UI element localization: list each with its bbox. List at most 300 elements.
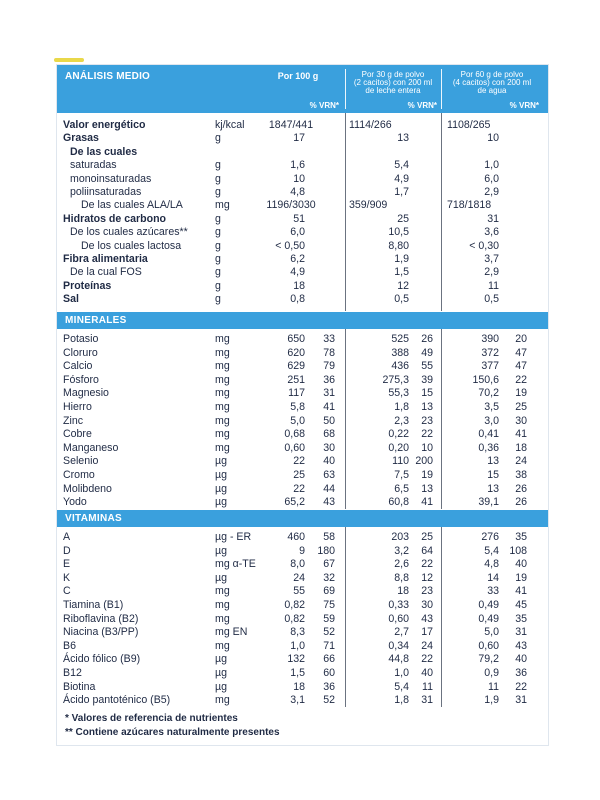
column-per-60g: Por 60 g de polvo (4 cacitos) con 200 ml de agua bbox=[452, 70, 532, 95]
value-per-100g: 0,8 bbox=[290, 293, 305, 306]
vrn-per-100g: 36 bbox=[323, 373, 335, 386]
vrn-per-30g: 17 bbox=[421, 626, 433, 639]
nutrient-unit: µg bbox=[215, 469, 227, 481]
nutrient-name: K bbox=[63, 571, 71, 584]
vrn-per-100g: 43 bbox=[323, 496, 335, 509]
vrn-per-30g: 30 bbox=[421, 599, 433, 611]
nutrient-name: Riboflavina (B2) bbox=[63, 612, 139, 625]
nutrient-unit: mg bbox=[215, 585, 230, 598]
value-per-100g: 3,1 bbox=[290, 694, 305, 707]
table-row bbox=[57, 401, 548, 415]
value-per-30g: 359/909 bbox=[349, 199, 388, 212]
value-per-60g: 5,4 bbox=[484, 544, 499, 557]
column-divider bbox=[345, 329, 346, 509]
table-row bbox=[57, 599, 548, 613]
vrn-per-100g: 52 bbox=[323, 626, 335, 639]
vrn-per-30g: 22 bbox=[421, 653, 433, 666]
value-per-100g: 460 bbox=[287, 531, 305, 543]
nutrient-unit: mg bbox=[215, 360, 230, 373]
vrn-per-100g: 44 bbox=[323, 482, 335, 495]
value-per-100g: 17 bbox=[293, 132, 305, 145]
value-per-60g: 377 bbox=[481, 360, 499, 373]
vrn-label-3: % VRN* bbox=[509, 101, 539, 110]
value-per-60g: 390 bbox=[481, 333, 499, 345]
table-row bbox=[57, 694, 548, 708]
nutrient-unit: mg bbox=[215, 599, 230, 611]
value-per-100g: 4,8 bbox=[290, 186, 305, 198]
vrn-per-30g: 55 bbox=[421, 360, 433, 373]
value-per-60g: 3,6 bbox=[484, 226, 499, 239]
value-per-30g: 18 bbox=[397, 585, 409, 598]
table-row bbox=[57, 333, 548, 347]
column-divider bbox=[345, 527, 346, 707]
value-per-60g: 14 bbox=[487, 571, 499, 584]
table-row bbox=[57, 132, 548, 146]
table-row bbox=[57, 293, 548, 307]
value-per-60g: 150,6 bbox=[472, 373, 499, 386]
nutrient-name: A bbox=[63, 531, 71, 543]
value-per-60g: 70,2 bbox=[478, 387, 499, 400]
vrn-per-60g: 31 bbox=[515, 694, 527, 707]
nutrient-unit: mg bbox=[215, 333, 230, 345]
value-per-60g: 5,0 bbox=[484, 626, 499, 639]
value-per-100g: 6,0 bbox=[290, 226, 305, 239]
value-per-100g: < 0,50 bbox=[275, 239, 305, 252]
table-row bbox=[57, 173, 548, 187]
value-per-60g: 13 bbox=[487, 455, 499, 468]
value-per-60g: 3,7 bbox=[484, 253, 499, 265]
value-per-30g: 5,4 bbox=[394, 680, 409, 693]
vrn-per-60g: 40 bbox=[515, 653, 527, 666]
value-per-100g: 0,82 bbox=[284, 612, 305, 625]
footnote-vrn: * Valores de referencia de nutrientes bbox=[65, 713, 238, 724]
nutrient-unit: mg bbox=[215, 441, 230, 454]
table-row bbox=[57, 226, 548, 240]
value-per-60g: 0,36 bbox=[478, 441, 499, 454]
vrn-per-60g: 43 bbox=[515, 639, 527, 652]
nutrient-name: Hidratos de carbono bbox=[63, 212, 167, 225]
vrn-per-60g: 47 bbox=[515, 346, 527, 359]
vrn-per-30g: 10 bbox=[421, 441, 433, 454]
nutrient-unit: mg EN bbox=[215, 626, 248, 639]
table-row bbox=[57, 146, 548, 160]
nutrient-name: Ácido fólico (B9) bbox=[63, 653, 141, 666]
vrn-per-30g: 22 bbox=[421, 428, 433, 441]
vrn-per-100g: 60 bbox=[323, 667, 335, 679]
vrn-per-60g: 25 bbox=[515, 401, 527, 413]
value-per-60g: 2,9 bbox=[484, 186, 499, 198]
value-per-60g: 0,49 bbox=[478, 612, 499, 625]
nutrient-name: Ácido pantoténico (B5) bbox=[63, 694, 171, 707]
nutrient-unit: µg bbox=[215, 667, 227, 679]
nutrient-unit: µg bbox=[215, 653, 227, 666]
nutrient-unit: kj/kcal bbox=[215, 119, 245, 131]
vrn-per-100g: 71 bbox=[323, 639, 335, 652]
nutrient-name: Molibdeno bbox=[63, 482, 112, 495]
table-row bbox=[57, 613, 548, 627]
nutrient-unit: mg bbox=[215, 387, 230, 400]
vrn-per-100g: 180 bbox=[317, 544, 335, 557]
value-per-100g: 629 bbox=[287, 360, 305, 373]
vrn-per-60g: 36 bbox=[515, 667, 527, 679]
value-per-30g: 44,8 bbox=[388, 653, 409, 666]
vrn-per-100g: 33 bbox=[323, 333, 335, 345]
vrn-per-60g: 24 bbox=[515, 455, 527, 468]
value-per-60g: 718/1818 bbox=[447, 199, 492, 212]
value-per-30g: 1,8 bbox=[394, 694, 409, 707]
value-per-100g: 117 bbox=[288, 387, 305, 400]
value-per-60g: 11 bbox=[488, 680, 499, 693]
section-title: MINERALES bbox=[65, 315, 127, 326]
nutrient-name: E bbox=[63, 558, 71, 571]
value-per-100g: 1,5 bbox=[290, 667, 305, 679]
column-divider bbox=[441, 527, 442, 707]
value-per-30g: 0,60 bbox=[388, 612, 409, 625]
table-row bbox=[57, 347, 548, 361]
vrn-per-30g: 19 bbox=[421, 469, 433, 481]
vrn-per-60g: 19 bbox=[515, 571, 527, 584]
value-per-30g: 1114/266 bbox=[349, 119, 392, 131]
vrn-per-100g: 68 bbox=[323, 428, 335, 441]
value-per-100g: 5,8 bbox=[290, 401, 305, 413]
value-per-30g: 1,8 bbox=[394, 401, 409, 413]
nutrient-name: Selenio bbox=[63, 455, 99, 468]
nutrient-name: De las cuales bbox=[70, 145, 138, 158]
nutrient-unit: g bbox=[215, 253, 221, 265]
column-per-100g: Por 100 g bbox=[277, 71, 319, 81]
value-per-30g: 0,34 bbox=[388, 639, 409, 652]
value-per-100g: 65,2 bbox=[284, 496, 305, 509]
value-per-100g: 8,0 bbox=[290, 558, 305, 571]
nutrient-name: Fósforo bbox=[63, 373, 99, 386]
section-title: VITAMINAS bbox=[65, 513, 122, 524]
value-per-30g: 7,5 bbox=[394, 469, 409, 481]
nutrient-unit: µg - ER bbox=[215, 531, 252, 543]
vrn-per-30g: 25 bbox=[421, 531, 433, 543]
vrn-per-60g: 38 bbox=[515, 469, 527, 481]
nutrient-unit: µg bbox=[215, 482, 227, 495]
vrn-per-30g: 200 bbox=[415, 455, 433, 468]
value-per-100g: 10 bbox=[293, 172, 305, 185]
column-divider bbox=[345, 113, 346, 311]
value-per-30g: 0,20 bbox=[388, 441, 409, 454]
table-row bbox=[57, 199, 548, 213]
nutrient-name: Potasio bbox=[63, 333, 99, 345]
vrn-per-100g: 52 bbox=[323, 694, 335, 707]
table-row bbox=[57, 455, 548, 469]
nutrient-unit: mg bbox=[215, 694, 230, 707]
nutrient-name: Yodo bbox=[63, 496, 87, 509]
vrn-per-30g: 39 bbox=[421, 373, 433, 386]
section-header-minerales bbox=[57, 312, 548, 329]
table-row bbox=[57, 681, 548, 695]
nutrient-unit: mg bbox=[215, 639, 230, 652]
value-per-60g: 3,5 bbox=[484, 401, 499, 413]
decorative-stripe bbox=[54, 58, 84, 62]
value-per-30g: 110 bbox=[392, 455, 409, 468]
nutrient-name: Cromo bbox=[63, 469, 95, 481]
nutrient-name: saturadas bbox=[70, 159, 117, 172]
nutrient-unit: mg bbox=[215, 401, 230, 413]
vrn-per-30g: 13 bbox=[421, 482, 433, 495]
value-per-60g: 0,9 bbox=[484, 667, 499, 679]
column-per-30g: Por 30 g de polvo (2 cacitos) con 200 ml de leche entera bbox=[353, 70, 433, 95]
table-row bbox=[57, 667, 548, 681]
nutrient-name: C bbox=[63, 585, 71, 598]
value-per-60g: 4,8 bbox=[484, 558, 499, 571]
value-per-30g: 2,7 bbox=[394, 626, 409, 639]
value-per-60g: 13 bbox=[487, 482, 499, 495]
vrn-per-60g: 30 bbox=[515, 414, 527, 427]
value-per-100g: 0,60 bbox=[284, 441, 305, 454]
table-row bbox=[57, 213, 548, 227]
nutrient-unit: mg bbox=[215, 346, 230, 359]
nutrient-name: B6 bbox=[63, 639, 76, 652]
value-per-100g: 22 bbox=[293, 482, 305, 495]
vrn-per-30g: 49 bbox=[421, 346, 433, 359]
nutrient-name: Magnesio bbox=[63, 387, 109, 400]
nutrient-unit: mg bbox=[215, 428, 230, 441]
value-per-30g: 1,7 bbox=[394, 186, 409, 198]
value-per-30g: 13 bbox=[397, 132, 409, 145]
vrn-per-100g: 69 bbox=[323, 585, 335, 598]
value-per-60g: 0,49 bbox=[478, 599, 499, 611]
vrn-per-30g: 26 bbox=[421, 333, 433, 345]
vrn-per-100g: 30 bbox=[323, 441, 335, 454]
value-per-30g: 10,5 bbox=[388, 226, 409, 239]
footnote-sugars: ** Contiene azúcares naturalmente presentes bbox=[65, 727, 280, 738]
value-per-60g: 15 bbox=[487, 469, 499, 481]
table-row bbox=[57, 253, 548, 267]
table-row bbox=[57, 558, 548, 572]
value-per-30g: 203 bbox=[391, 531, 409, 543]
value-per-30g: 388 bbox=[391, 346, 409, 359]
vrn-per-100g: 41 bbox=[323, 401, 335, 413]
value-per-30g: 55,3 bbox=[388, 387, 409, 400]
nutrient-name: monoinsaturadas bbox=[70, 172, 152, 185]
vrn-per-100g: 50 bbox=[323, 414, 335, 427]
value-per-100g: 18 bbox=[293, 680, 305, 693]
vrn-per-60g: 45 bbox=[515, 599, 527, 611]
vrn-per-100g: 58 bbox=[323, 531, 335, 543]
vrn-per-60g: 41 bbox=[515, 428, 527, 441]
nutrient-name: poliinsaturadas bbox=[70, 186, 142, 198]
nutrient-unit: g bbox=[215, 226, 221, 239]
value-per-100g: 1847/441 bbox=[268, 119, 314, 131]
vrn-per-60g: 19 bbox=[515, 387, 527, 400]
table-row bbox=[57, 469, 548, 483]
vrn-per-30g: 15 bbox=[421, 387, 433, 400]
nutrient-unit: g bbox=[215, 212, 221, 225]
nutrient-name: Sal bbox=[63, 293, 79, 306]
table-title: ANÁLISIS MEDIO bbox=[65, 71, 151, 82]
value-per-100g: 18 bbox=[293, 279, 305, 292]
vrn-per-100g: 66 bbox=[323, 653, 335, 666]
value-per-100g: 251 bbox=[287, 373, 305, 386]
nutrient-name: De las cuales ALA/LA bbox=[81, 199, 183, 212]
vrn-per-60g: 35 bbox=[515, 612, 527, 625]
vrn-per-60g: 35 bbox=[515, 531, 527, 543]
nutrient-unit: g bbox=[215, 172, 221, 185]
value-per-100g: 4,9 bbox=[290, 266, 305, 279]
value-per-60g: 1,9 bbox=[484, 694, 499, 707]
value-per-100g: 55 bbox=[293, 585, 305, 598]
table-row bbox=[57, 640, 548, 654]
nutrient-name: D bbox=[63, 544, 71, 557]
vrn-label-1: % VRN* bbox=[309, 101, 339, 110]
value-per-30g: 0,22 bbox=[388, 428, 409, 441]
vrn-per-60g: 26 bbox=[515, 496, 527, 509]
table-row bbox=[57, 240, 548, 254]
value-per-100g: 1196/3030 bbox=[266, 199, 316, 212]
value-per-100g: 132 bbox=[287, 653, 305, 666]
section-header-vitaminas bbox=[57, 510, 548, 527]
value-per-30g: 6,5 bbox=[394, 482, 409, 495]
value-per-100g: 1,0 bbox=[290, 639, 305, 652]
nutrition-table bbox=[56, 64, 549, 746]
value-per-100g: 24 bbox=[293, 571, 305, 584]
table-row bbox=[57, 585, 548, 599]
value-per-60g: 33 bbox=[487, 585, 499, 598]
nutrient-unit: µg bbox=[215, 680, 227, 693]
nutrient-unit: µg bbox=[215, 496, 227, 509]
nutrient-name: Manganeso bbox=[63, 441, 119, 454]
value-per-60g: 372 bbox=[481, 346, 499, 359]
vrn-per-30g: 23 bbox=[421, 585, 433, 598]
value-per-30g: 436 bbox=[391, 360, 409, 373]
value-per-30g: 525 bbox=[391, 333, 409, 345]
table-row bbox=[57, 572, 548, 586]
table-row bbox=[57, 442, 548, 456]
vrn-per-60g: 40 bbox=[515, 558, 527, 571]
nutrient-unit: mg bbox=[215, 414, 230, 427]
table-row bbox=[57, 280, 548, 294]
table-row bbox=[57, 653, 548, 667]
column-divider bbox=[441, 113, 442, 311]
nutrient-name: Tiamina (B1) bbox=[63, 599, 124, 611]
value-per-100g: 6,2 bbox=[290, 253, 305, 265]
nutrient-name: Hierro bbox=[63, 401, 92, 413]
vrn-per-60g: 47 bbox=[515, 360, 527, 373]
value-per-30g: 0,5 bbox=[394, 293, 409, 306]
value-per-60g: 31 bbox=[487, 212, 499, 225]
table-row bbox=[57, 626, 548, 640]
table-row bbox=[57, 531, 548, 545]
vrn-per-30g: 12 bbox=[421, 571, 433, 584]
nutrient-unit: g bbox=[215, 293, 221, 306]
value-per-60g: 0,5 bbox=[484, 293, 499, 306]
value-per-30g: 0,33 bbox=[388, 599, 409, 611]
nutrient-unit: g bbox=[215, 239, 221, 252]
nutrient-unit: g bbox=[215, 279, 221, 292]
value-per-60g: 276 bbox=[481, 531, 499, 543]
value-per-30g: 25 bbox=[397, 212, 409, 225]
table-row bbox=[57, 545, 548, 559]
column-divider bbox=[441, 329, 442, 509]
vrn-per-60g: 20 bbox=[515, 333, 527, 345]
vrn-per-100g: 75 bbox=[323, 599, 335, 611]
value-per-60g: 0,60 bbox=[478, 639, 499, 652]
nutrient-name: Calcio bbox=[63, 360, 93, 373]
vrn-per-100g: 63 bbox=[323, 469, 335, 481]
table-row bbox=[57, 387, 548, 401]
value-per-30g: 2,6 bbox=[394, 558, 409, 571]
vrn-per-60g: 22 bbox=[515, 373, 527, 386]
table-row bbox=[57, 159, 548, 173]
vrn-per-60g: 26 bbox=[515, 482, 527, 495]
table-row bbox=[57, 360, 548, 374]
value-per-30g: 1,0 bbox=[394, 667, 409, 679]
vrn-label-2: % VRN* bbox=[407, 101, 437, 110]
vrn-per-30g: 13 bbox=[421, 401, 433, 413]
table-row bbox=[57, 496, 548, 510]
nutrient-name: Proteínas bbox=[63, 279, 112, 292]
value-per-60g: 1,0 bbox=[484, 159, 499, 172]
nutrient-unit: g bbox=[215, 132, 221, 145]
nutrient-unit: g bbox=[215, 159, 221, 172]
value-per-60g: 10 bbox=[487, 132, 499, 145]
nutrient-name: Zinc bbox=[63, 414, 84, 427]
vrn-per-30g: 11 bbox=[422, 680, 433, 693]
value-per-100g: 51 bbox=[293, 212, 305, 225]
nutrient-unit: µg bbox=[215, 571, 227, 584]
nutrient-name: De la cual FOS bbox=[70, 266, 142, 279]
value-per-100g: 8,3 bbox=[290, 626, 305, 639]
nutrient-name: Grasas bbox=[63, 132, 99, 145]
nutrient-name: Valor energético bbox=[63, 119, 146, 131]
table-row bbox=[57, 374, 548, 388]
value-per-30g: 1,5 bbox=[394, 266, 409, 279]
value-per-100g: 0,82 bbox=[284, 599, 305, 611]
table-row bbox=[57, 119, 548, 133]
vrn-per-100g: 78 bbox=[323, 346, 335, 359]
value-per-100g: 22 bbox=[293, 455, 305, 468]
table-row bbox=[57, 483, 548, 497]
value-per-60g: 39,1 bbox=[478, 496, 499, 509]
value-per-60g: 3,0 bbox=[484, 414, 499, 427]
value-per-30g: 1,9 bbox=[394, 253, 409, 265]
vrn-per-100g: 31 bbox=[323, 387, 335, 400]
value-per-60g: 0,41 bbox=[478, 428, 499, 441]
vrn-per-30g: 40 bbox=[421, 667, 433, 679]
value-per-100g: 9 bbox=[299, 544, 305, 557]
nutrient-name: Fibra alimentaria bbox=[63, 253, 148, 265]
nutrient-name: De los cuales azúcares** bbox=[70, 226, 188, 239]
value-per-60g: 2,9 bbox=[484, 266, 499, 279]
value-per-30g: 60,8 bbox=[388, 496, 409, 509]
nutrient-name: Biotina bbox=[63, 680, 96, 693]
value-per-100g: 1,6 bbox=[290, 159, 305, 172]
value-per-30g: 275,3 bbox=[382, 373, 409, 386]
nutrient-name: B12 bbox=[63, 667, 82, 679]
value-per-30g: 4,9 bbox=[394, 172, 409, 185]
vrn-per-30g: 41 bbox=[421, 496, 433, 509]
value-per-100g: 5,0 bbox=[290, 414, 305, 427]
vrn-per-60g: 22 bbox=[515, 680, 527, 693]
nutrient-unit: mg α-TE bbox=[215, 558, 256, 571]
vrn-per-100g: 59 bbox=[323, 612, 335, 625]
table-header bbox=[57, 65, 548, 113]
nutrient-unit: µg bbox=[215, 455, 227, 468]
value-per-30g: 2,3 bbox=[394, 414, 409, 427]
nutrient-name: De los cuales lactosa bbox=[81, 239, 182, 252]
value-per-30g: 12 bbox=[397, 279, 409, 292]
vrn-per-30g: 24 bbox=[421, 639, 433, 652]
vrn-per-60g: 41 bbox=[515, 585, 527, 598]
vrn-per-60g: 18 bbox=[515, 441, 527, 454]
nutrient-unit: µg bbox=[215, 544, 227, 557]
value-per-100g: 25 bbox=[293, 469, 305, 481]
